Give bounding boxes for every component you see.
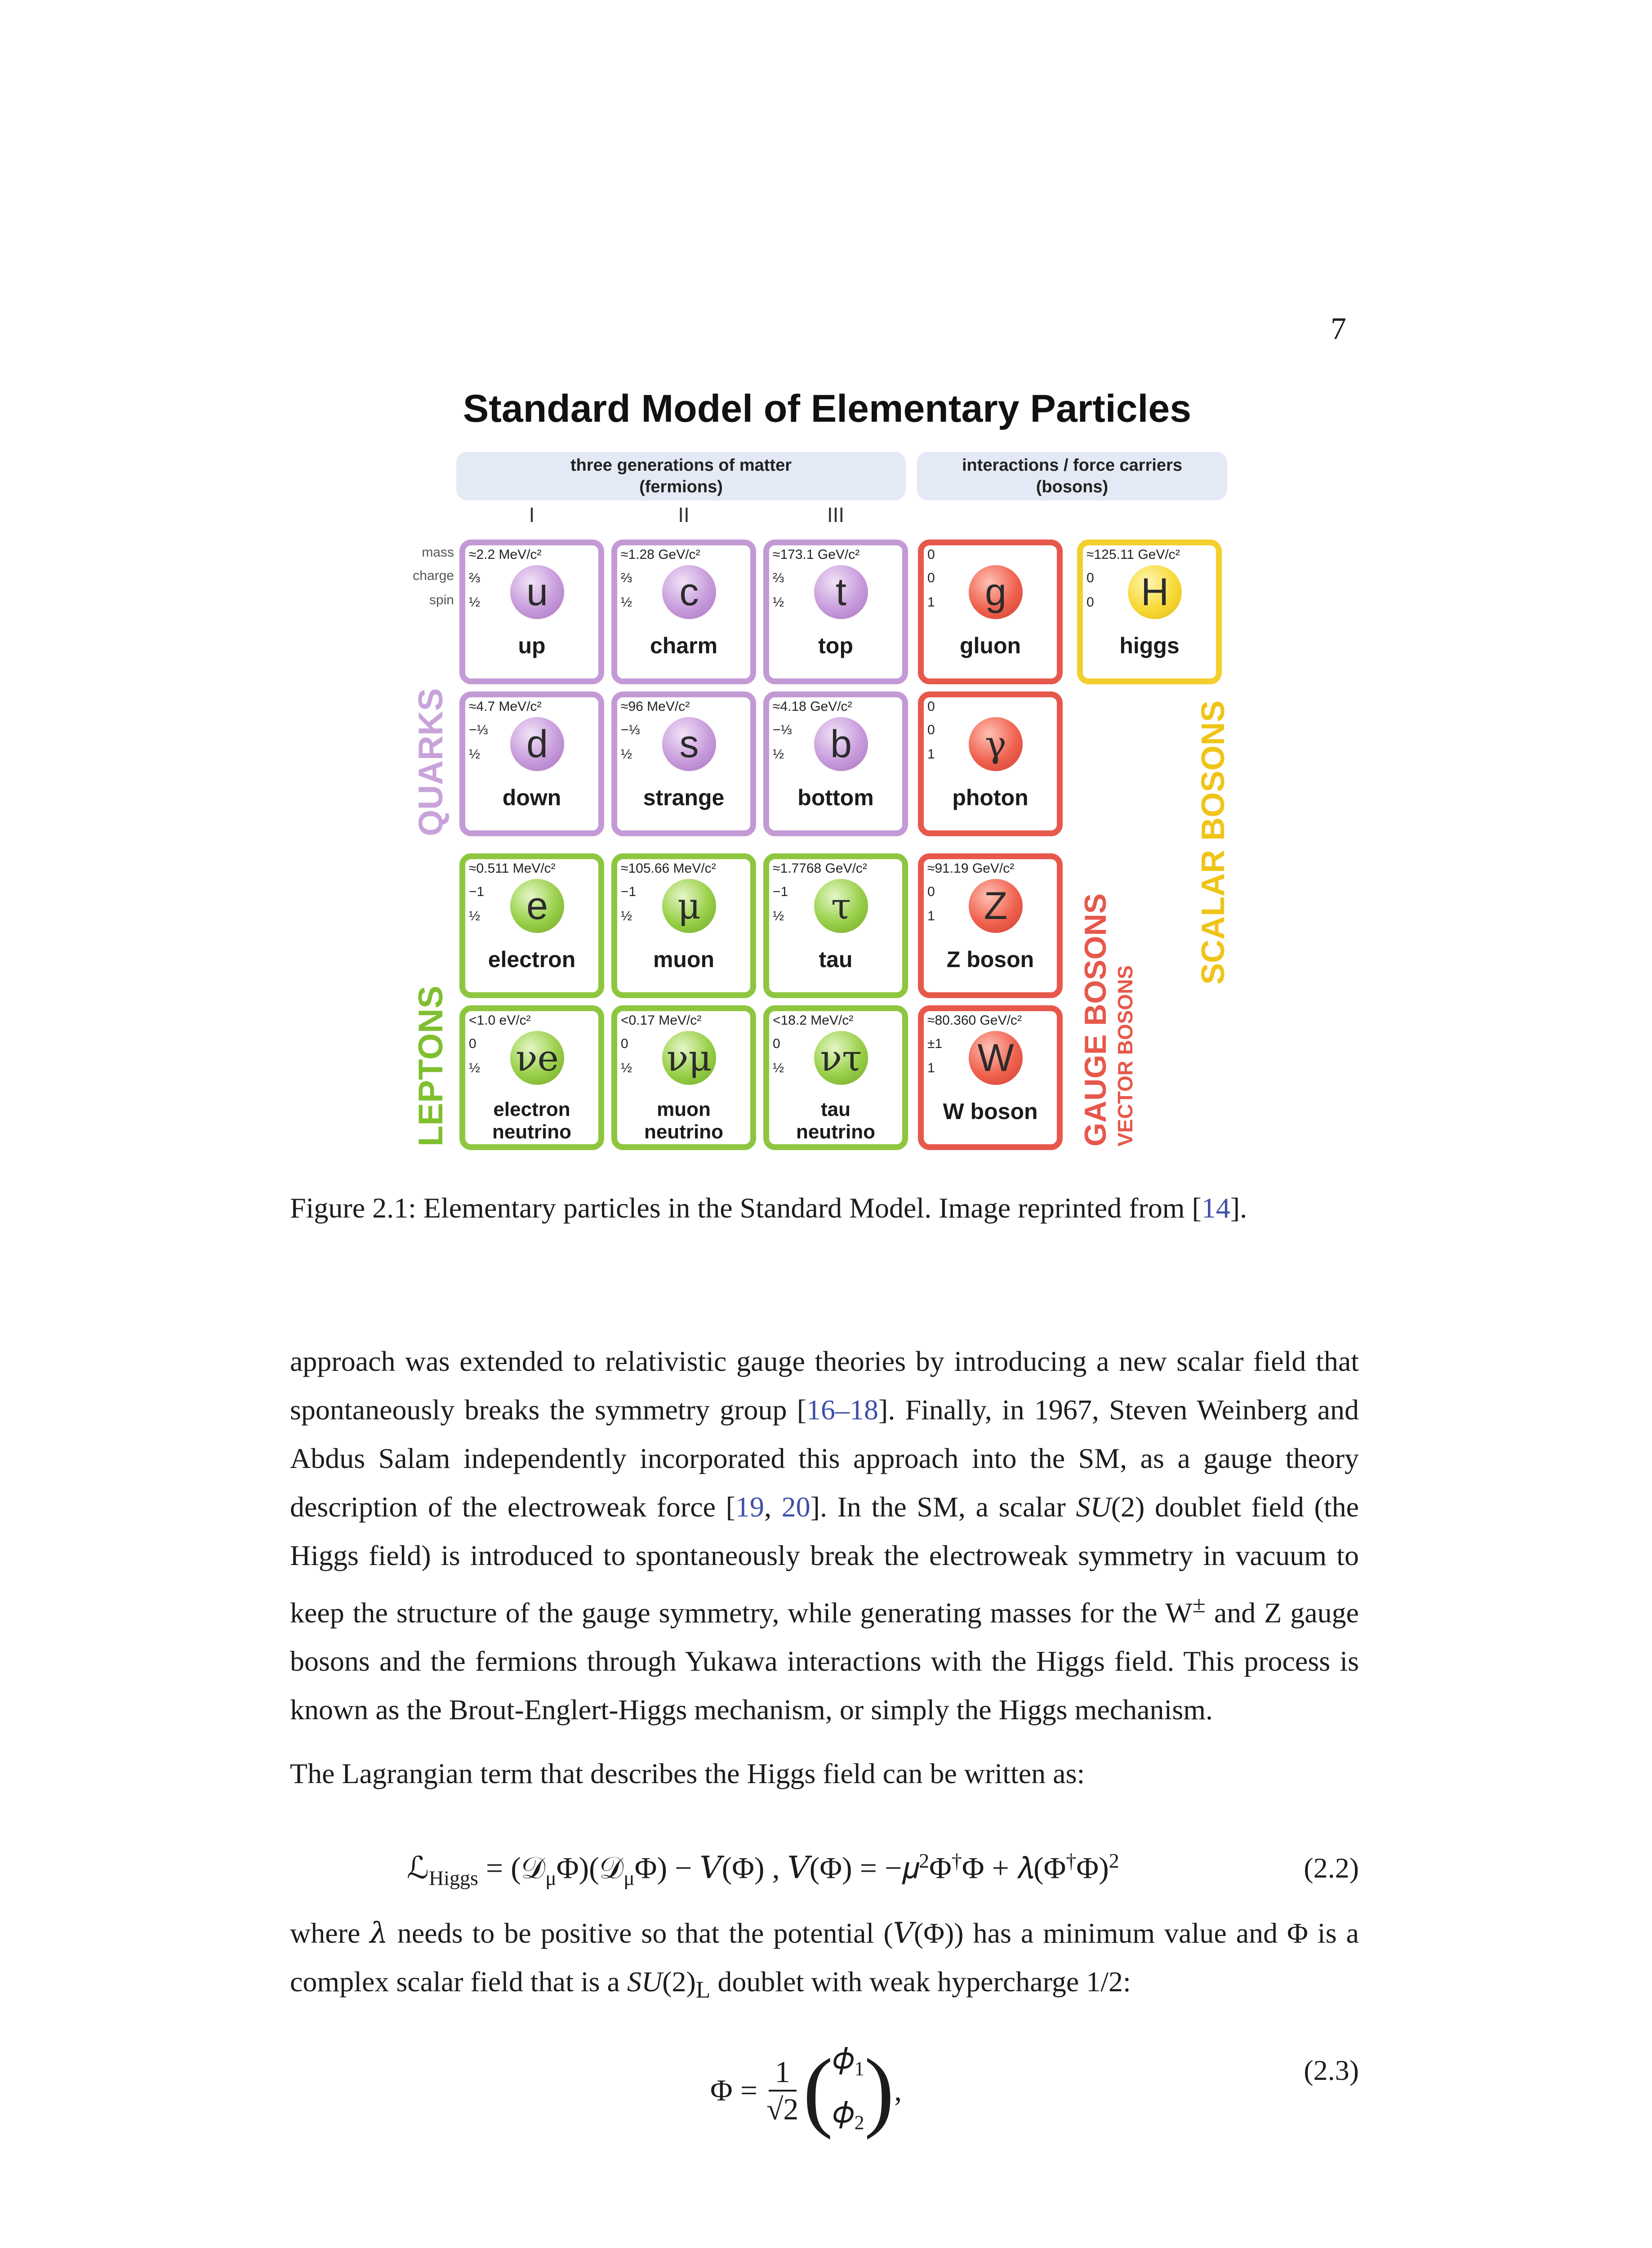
- text-run: ]. Finally, in 1967, Steven Weinberg and Abdus Salam independently incorporated this approach into the SM, as a gauge theory description of the electroweak force [: [290, 1394, 1359, 1523]
- particle-mass: <0.17 MeV/c²: [621, 1013, 702, 1028]
- citation-link[interactable]: 20: [781, 1491, 810, 1523]
- citation-link[interactable]: 16–18: [806, 1394, 879, 1426]
- particle-card-gluon: [918, 540, 1063, 684]
- math-subscript: μ: [623, 1866, 635, 1890]
- math-subscript: 2: [854, 2111, 864, 2134]
- particle-spin: ½: [621, 909, 632, 923]
- particle-symbol: μ: [662, 879, 716, 933]
- particle-charge: 0: [927, 723, 935, 737]
- row-label-charge: charge: [413, 568, 454, 583]
- particle-card-z-boson: [918, 853, 1063, 998]
- math-su: SU: [627, 1966, 663, 1998]
- particle-spin: ½: [773, 595, 784, 610]
- paragraph-1: [290, 1337, 1359, 1734]
- equation-2-2: [407, 1849, 1119, 1890]
- particle-mass: <1.0 eV/c²: [469, 1013, 531, 1028]
- math-right-paren: ): [864, 2040, 895, 2140]
- particle-name: strange: [643, 785, 725, 810]
- particle-name: muon: [653, 947, 715, 972]
- particle-spin: ½: [773, 747, 784, 762]
- caption-text: Figure 2.1: Elementary particles in the Standard Model. Image reprinted from [: [290, 1192, 1202, 1224]
- particle-spin: 1: [927, 1061, 935, 1075]
- particle-name-line2: neutrino: [644, 1121, 723, 1143]
- math-run: Φ)(𝒟: [556, 1851, 624, 1885]
- particle-name: [617, 1098, 750, 1143]
- text-run: (2) doublet field (the Higgs field) is introduced to spontaneously break the electroweak symmetry in vacuum to keep the structure of the gauge symmetry, while generating masses for the W: [290, 1491, 1359, 1629]
- math-subscript: μ: [545, 1866, 557, 1890]
- particle-symbol: ντ: [814, 1031, 868, 1085]
- particle-card-top: [763, 540, 908, 684]
- particle-charge: −1: [469, 884, 485, 899]
- math-denominator: √2: [766, 2092, 799, 2126]
- text-run: ]. In the SM, a scalar: [810, 1491, 1076, 1523]
- paragraph-3: [290, 1909, 1359, 2014]
- particle-name: W boson: [943, 1099, 1038, 1124]
- particle-spin: ½: [621, 595, 632, 610]
- math-numerator: 1: [769, 2054, 797, 2092]
- math-run: Φ: [929, 1851, 952, 1885]
- math-vector: [833, 2037, 864, 2144]
- particle-card-higgs: [1077, 540, 1222, 684]
- particle-card-muon-neutrino: [611, 1005, 756, 1150]
- particle-spin: ½: [469, 1061, 481, 1075]
- math-comma: ,: [894, 2073, 902, 2108]
- particle-mass: ≈91.19 GeV/c²: [927, 861, 1015, 876]
- particle-charge: 0: [927, 884, 935, 899]
- particle-symbol: e: [510, 879, 564, 933]
- particle-card-up: [459, 540, 604, 684]
- particle-spin: ½: [469, 909, 481, 923]
- particle-charge: 0: [927, 571, 935, 585]
- particle-name: electron: [488, 947, 576, 972]
- particle-mass: ≈173.1 GeV/c²: [773, 547, 860, 562]
- quarks-label: QUARKS: [412, 688, 450, 836]
- particle-name: Z boson: [946, 947, 1034, 972]
- particle-card-charm: [611, 540, 756, 684]
- particle-charge: 0: [621, 1036, 628, 1051]
- citation-link[interactable]: 19: [735, 1491, 764, 1523]
- math-superscript: †: [951, 1849, 962, 1872]
- page-number: 7: [1331, 312, 1346, 346]
- particle-name-line1: tau: [821, 1098, 850, 1120]
- particle-spin: 0: [1086, 595, 1094, 610]
- particle-symbol: τ: [814, 879, 868, 933]
- particle-symbol: g: [969, 565, 1023, 619]
- particle-name-line2: neutrino: [796, 1121, 875, 1143]
- particle-mass: ≈2.2 MeV/c²: [469, 547, 542, 562]
- math-phi: 𝜙: [833, 2095, 855, 2129]
- row-label-mass: mass: [422, 545, 454, 560]
- figure-caption: [290, 1191, 1247, 1225]
- math-fraction: [766, 2054, 798, 2127]
- particle-charge: −1: [621, 884, 637, 899]
- generation-label-3: III: [827, 503, 845, 526]
- figure-title: Standard Model of Elementary Particles: [463, 387, 1192, 430]
- particle-charge: −⅓: [621, 723, 640, 737]
- particle-mass: ≈0.511 MeV/c²: [469, 861, 556, 876]
- particle-charge: 0: [1086, 571, 1094, 585]
- particle-spin: ½: [773, 909, 784, 923]
- scalar-bosons-label: SCALAR BOSONS: [1195, 700, 1231, 985]
- particle-card-bottom: [763, 691, 908, 836]
- particle-card-photon: [918, 691, 1063, 836]
- particle-charge: 0: [773, 1036, 780, 1051]
- particle-name: gluon: [959, 633, 1021, 658]
- particle-spin: ½: [469, 595, 481, 610]
- particle-symbol: c: [662, 565, 716, 619]
- math-phi-lhs: Φ =: [710, 2073, 758, 2108]
- particle-name-line1: muon: [657, 1098, 711, 1120]
- particle-mass: ≈96 MeV/c²: [621, 699, 690, 714]
- particle-symbol: νμ: [662, 1031, 716, 1085]
- particle-symbol: s: [662, 717, 716, 771]
- particle-name: higgs: [1119, 633, 1180, 658]
- math-run: Φ) − 𝑉(Φ) , 𝑉(Φ) = −𝜇: [634, 1851, 919, 1885]
- particle-symbol: t: [814, 565, 868, 619]
- particle-card-down: [459, 691, 604, 836]
- text-run: ,: [764, 1491, 782, 1523]
- particle-name: up: [518, 633, 546, 658]
- particle-name: top: [818, 633, 853, 658]
- particle-charge: ⅔: [469, 571, 481, 585]
- particle-card-strange: [611, 691, 756, 836]
- math-vector-entry-2: [833, 2091, 864, 2145]
- math-run: Φ + 𝜆(Φ: [962, 1851, 1066, 1885]
- generation-label-2: II: [678, 503, 690, 526]
- particle-charge: ⅔: [621, 571, 632, 585]
- particle-name: photon: [952, 785, 1029, 810]
- text-run: where: [290, 1917, 370, 1949]
- particle-name: bottom: [797, 785, 874, 810]
- particle-card-w-boson: [918, 1005, 1063, 1150]
- particle-mass: ≈4.7 MeV/c²: [469, 699, 542, 714]
- fermions-header: [456, 452, 906, 500]
- math-run: Φ): [1076, 1851, 1109, 1885]
- bosons-header-line1: interactions / force carriers: [962, 456, 1182, 475]
- math-run: = (𝒟: [478, 1851, 546, 1885]
- equation-number-2-3: (2.3): [1304, 2054, 1359, 2086]
- particle-card-tau-neutrino: [763, 1005, 908, 1150]
- particle-card-tau: [763, 853, 908, 998]
- particle-symbol: b: [814, 717, 868, 771]
- text-run: needs to be positive so that the potential (: [387, 1917, 893, 1949]
- particle-mass: ≈105.66 MeV/c²: [621, 861, 716, 876]
- math-superscript: 2: [1109, 1849, 1119, 1872]
- math-su: SU: [1076, 1491, 1111, 1523]
- particle-charge: ⅔: [773, 571, 784, 585]
- particle-mass: 0: [927, 699, 935, 714]
- particle-charge: −1: [773, 884, 788, 899]
- particle-name-line1: electron: [493, 1098, 570, 1120]
- particle-mass: 0: [927, 547, 935, 562]
- math-lagrangian: ℒ: [407, 1851, 429, 1885]
- fermions-header-line1: three generations of matter: [570, 456, 792, 475]
- math-left-paren: (: [803, 2040, 833, 2140]
- particle-charge: −⅓: [773, 723, 792, 737]
- particle-mass: ≈80.360 GeV/c²: [927, 1013, 1022, 1028]
- particle-name: [465, 1098, 598, 1143]
- citation-link[interactable]: 14: [1201, 1192, 1230, 1224]
- text-run: and Z gauge bosons and the fermions through Yukawa interactions with the Higgs field. This process is known as the Brout-Englert-Higgs mechanism, or simply the Higgs mechanism.: [290, 1597, 1359, 1726]
- row-label-spin: spin: [429, 593, 454, 607]
- particle-name-line2: neutrino: [492, 1121, 571, 1143]
- math-subscript: L: [695, 1976, 711, 2003]
- body-text: [290, 1337, 1359, 1798]
- particle-mass: <18.2 MeV/c²: [773, 1013, 854, 1028]
- particle-charge: 0: [469, 1036, 476, 1051]
- particle-card-electron-neutrino: [459, 1005, 604, 1150]
- math-v: 𝑉(Φ): [893, 1917, 954, 1949]
- particle-spin: ½: [621, 747, 632, 762]
- particle-mass: ≈1.7768 GeV/c²: [773, 861, 867, 876]
- text-run: doublet with weak hypercharge 1/2:: [710, 1966, 1131, 1998]
- particle-mass: ≈125.11 GeV/c²: [1086, 547, 1180, 562]
- particle-mass: ≈1.28 GeV/c²: [621, 547, 700, 562]
- particle-card-muon: [611, 853, 756, 998]
- bosons-header: [917, 452, 1227, 500]
- math-superscript: †: [1066, 1849, 1077, 1872]
- particle-symbol: H: [1128, 565, 1182, 619]
- math-lambda: 𝜆: [370, 1917, 388, 1949]
- particle-spin: 1: [927, 747, 935, 762]
- text-run: (2): [662, 1966, 696, 1998]
- math-subscript: 1: [854, 2057, 864, 2080]
- generation-label-1: I: [529, 503, 535, 526]
- vector-bosons-label: VECTOR BOSONS: [1113, 965, 1137, 1146]
- particle-mass: ≈4.18 GeV/c²: [773, 699, 852, 714]
- standard-model-figure: [396, 382, 1259, 1164]
- particle-name: tau: [819, 947, 853, 972]
- paragraph-3-text: [290, 1909, 1359, 2014]
- leptons-label: LEPTONS: [412, 986, 450, 1146]
- particle-symbol: Z: [969, 879, 1023, 933]
- particle-spin: 1: [927, 595, 935, 610]
- particle-name: down: [502, 785, 561, 810]
- bosons-header-line2: (bosons): [1036, 477, 1109, 496]
- particle-symbol: u: [510, 565, 564, 619]
- particle-symbol: W: [969, 1031, 1023, 1085]
- particle-card-electron: [459, 853, 604, 998]
- particle-spin: 1: [927, 909, 935, 923]
- fermions-header-line2: (fermions): [639, 477, 723, 496]
- particle-name: [769, 1098, 902, 1143]
- math-vector-entry-1: [833, 2037, 864, 2091]
- particle-symbol: γ: [969, 717, 1023, 771]
- particle-spin: ½: [469, 747, 481, 762]
- math-superscript: 2: [919, 1849, 930, 1872]
- caption-end: ].: [1230, 1192, 1247, 1224]
- particle-symbol: d: [510, 717, 564, 771]
- particle-symbol: νe: [510, 1031, 564, 1085]
- particle-spin: ½: [621, 1061, 632, 1075]
- equation-number-2-2: (2.2): [1304, 1852, 1359, 1884]
- particle-name: charm: [650, 633, 718, 658]
- math-superscript: ±: [1192, 1591, 1206, 1618]
- particle-charge: ±1: [927, 1036, 943, 1051]
- paragraph-2: The Lagrangian term that describes the Higgs field can be written as:: [290, 1757, 1085, 1790]
- math-subscript: Higgs: [428, 1866, 478, 1890]
- equation-2-3: [710, 2037, 902, 2144]
- particle-spin: ½: [773, 1061, 784, 1075]
- gauge-bosons-label: GAUGE BOSONS: [1078, 893, 1113, 1146]
- text-run: approach was extended to relativistic gauge theories by introducing a new scalar field that spontaneously breaks the symmetry group [: [290, 1345, 1359, 1426]
- math-phi: 𝜙: [833, 2041, 855, 2075]
- particle-charge: −⅓: [469, 723, 488, 737]
- text-run: ) has a minimum value and Φ is a complex scalar field that is a: [290, 1917, 1359, 1998]
